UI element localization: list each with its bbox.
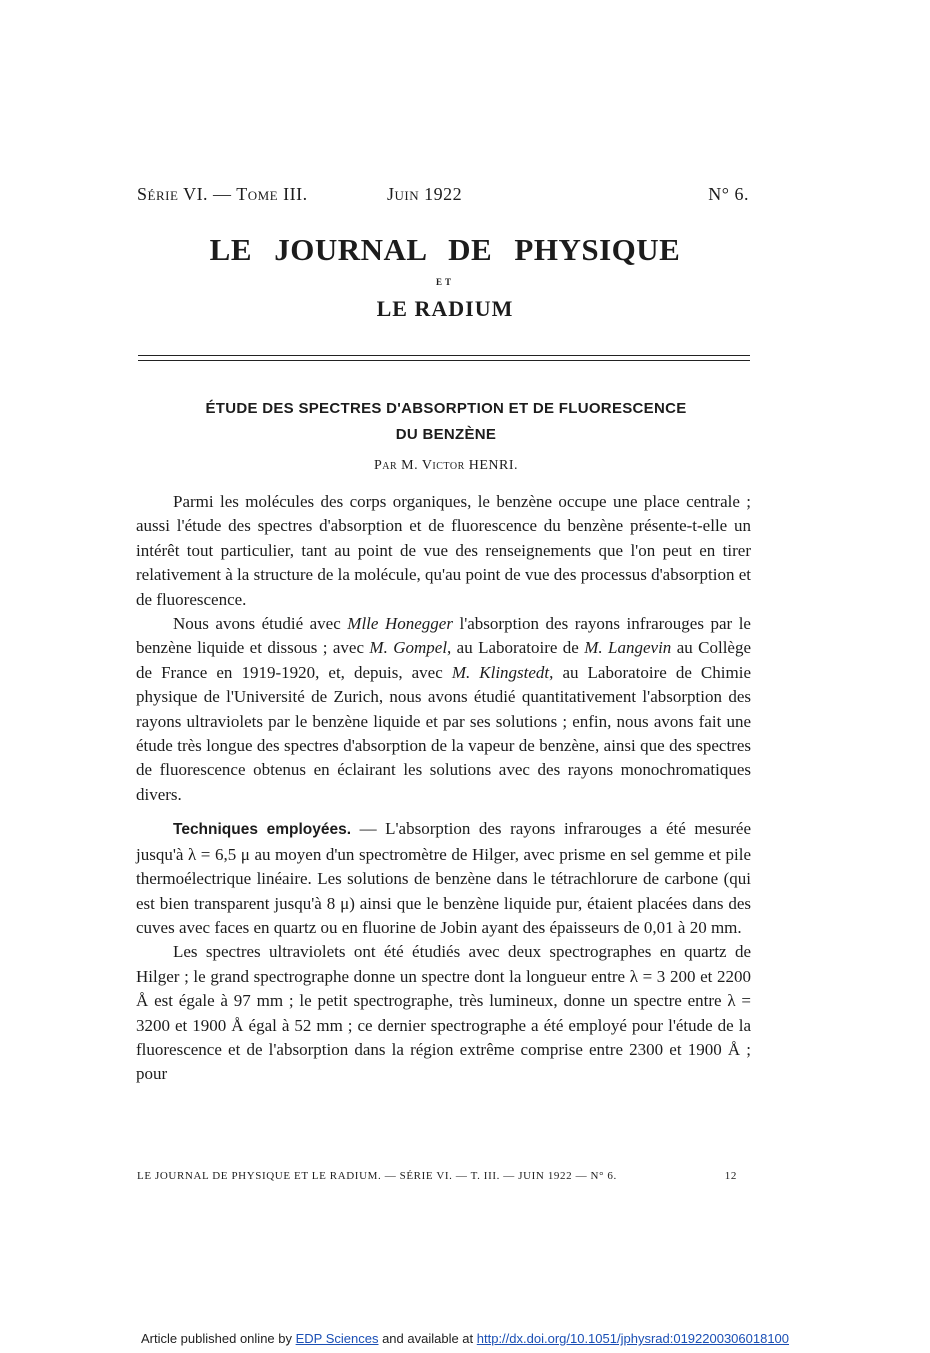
text-run: — L'absorption des rayons infrarouges a été mesurée jusqu'à λ = 6,5 μ au moyen d'un spectromètre de Hilger, avec prisme en sel gemme et pile thermoélectrique linéaire. Les solutions de benzène dans le tétrachlorure de carbone (qui est bien transparent jusqu'à 8 μ) ainsi que le benzène liquide pur, étaient placées dans des cuves avec faces en quartz ou en fluorine de Jobin ayant des épaisseurs de 0,01 à 20 mm. <box>136 819 751 937</box>
text-run: , au Laboratoire de Chimie physique de l'Université de Zurich, nous avons étudié quantitativement l'absorption des rayons ultraviolets par le benzène liquide et par ses solutions ; enfin, nous avons fait une étude très longue des spectres d'absorption de la vapeur de benzène, ainsi que des spectres de fluorescence obtenus en éclairant les solutions avec des rayons monochromatiques divers. <box>136 662 751 804</box>
text-run: Nous avons étudié avec <box>173 614 348 634</box>
issue-date: Juin 1922 <box>387 184 463 204</box>
online-notice <box>0 1331 930 1346</box>
section-lead: Techniques employées. <box>173 821 352 839</box>
series-header <box>137 184 749 210</box>
doi-link[interactable]: http://dx.doi.org/10.1051/jphysrad:0192200306018100 <box>476 1331 790 1346</box>
article-title <box>140 396 752 448</box>
text-run: , au Laboratoire de <box>447 638 585 658</box>
journal-et: ET <box>435 277 454 287</box>
page-number: 12 <box>724 1170 737 1182</box>
text-run: l'absorption des rayons infrarouges par le benzène liquide et dissous ; avec <box>136 614 751 658</box>
paragraph-collaborators <box>136 612 751 807</box>
series-volume: Série VI. — Tome III. <box>137 184 308 204</box>
double-rule-divider <box>138 355 750 361</box>
article-byline: Par M. Victor HENRI. <box>373 458 519 473</box>
person-name: M. Gompel <box>369 638 448 658</box>
person-name: M. Klingstedt <box>451 662 550 682</box>
person-name: Mlle Honegger <box>347 614 453 634</box>
paragraph-techniques <box>136 817 751 940</box>
footer-citation: LE JOURNAL DE PHYSIQUE ET LE RADIUM. — SÉRIE VI. — T. III. — JUIN 1922 — N° 6. <box>137 1170 617 1182</box>
issue-number: N° 6. <box>708 184 749 204</box>
notice-text: Article published online by <box>140 1331 296 1346</box>
paragraph-intro: Parmi les molécules des corps organiques, le benzène occupe une place centrale ; aussi l'étude des spectres d'absorption et de fluorescence du benzène présente-t-elle un intérêt tout particulier, tant au point de vue des renseignements que l'on peut en tirer relativement à la structure de la molécule, qu'au point de vue des processus d'absorption et de fluorescence. <box>136 492 751 609</box>
journal-title: LE JOURNAL DE PHYSIQUE <box>209 232 681 267</box>
text-run: au Collège de France en 1919-1920, et, depuis, avec <box>136 638 752 682</box>
journal-subtitle: LE RADIUM <box>376 296 514 321</box>
article-title-line-1: ÉTUDE DES SPECTRES D'ABSORPTION ET DE FLUORESCENCE <box>205 400 687 417</box>
publisher-link[interactable]: EDP Sciences <box>295 1331 379 1346</box>
notice-text: and available at <box>378 1331 477 1346</box>
article-title-line-2: DU BENZÈNE <box>395 426 497 443</box>
paragraph-spectrographs: Les spectres ultraviolets ont été étudiés avec deux spectrographes en quartz de Hilger ; le grand spectrographe donne un spectre dont la longueur entre λ = 3 200 et 2200 Å est égale à 97 mm ; le petit spectrographe, très lumineux, donne un spectre entre λ = 3200 et 1900 Å égal à 52 mm ; ce dernier spectrographe a été employé pour l'étude de la fluorescence et de l'absorption dans la région extrême comprise entre 2300 et 1900 Å ; pour <box>136 942 751 1084</box>
person-name: M. Langevin <box>584 638 672 658</box>
page-footer <box>137 1170 737 1182</box>
article-body <box>136 490 751 1087</box>
